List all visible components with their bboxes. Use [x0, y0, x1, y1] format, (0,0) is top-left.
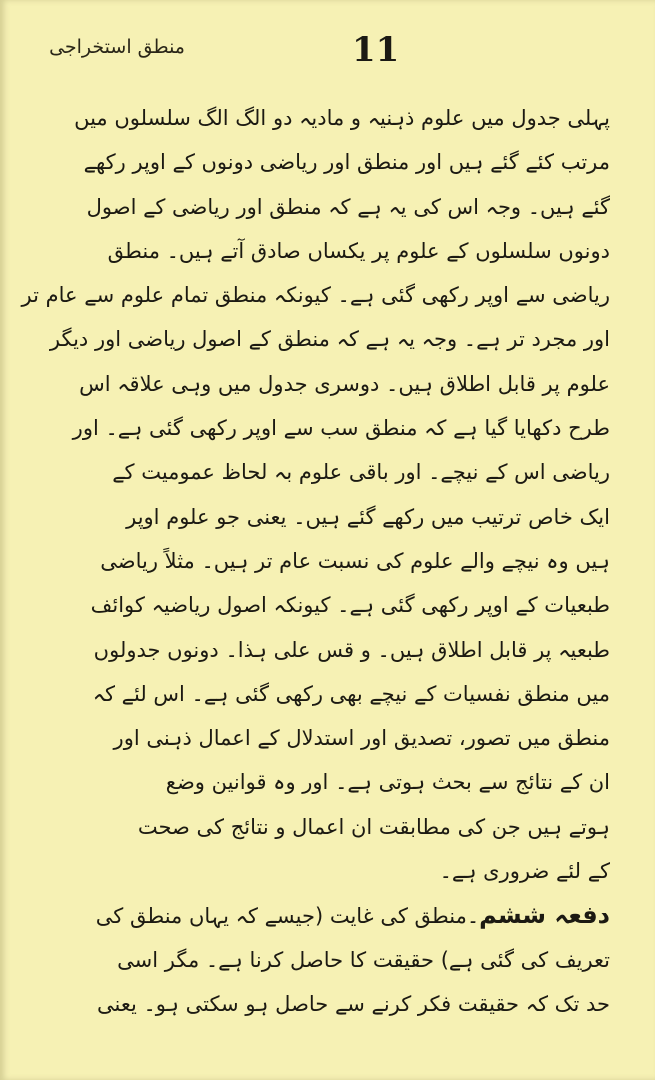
section-first-line — [95, 893, 610, 937]
text-line: ہوتے ہیں جن کی مطابقت ان اعمال و نتائج کی صحت — [137, 814, 610, 839]
text-line: طبعیات کے اوپر رکھی گئی ہے۔ کیونکہ اصول ریاضیہ کوائف — [90, 593, 610, 618]
text-line: میں منطق نفسیات کے نیچے بھی رکھی گئی ہے۔ اس لئے کہ — [92, 681, 610, 706]
text-line: کے لئے ضروری ہے۔ — [439, 859, 610, 884]
text-line: طبعیہ پر قابل اطلاق ہیں۔ و قس علی ہذا۔ دونوں جدولوں — [93, 637, 610, 662]
text-line: ریاضی سے اوپر رکھی گئی ہے۔ کیونکہ منطق تمام علوم سے عام تر — [21, 283, 610, 308]
section-title: دفعہ ششم — [479, 901, 610, 930]
text-line: دونوں سلسلوں کے علوم پر یکساں صادق آتے ہیں۔ منطق — [107, 238, 610, 263]
text-line: تعریف کی گئی ہے) حقیقت کا حاصل کرنا ہے۔ مگر اسی — [117, 947, 610, 972]
page-header — [0, 30, 655, 80]
text-line: منطق میں تصور، تصدیق اور استدلال کے اعمال ذہنی اور — [113, 726, 610, 751]
text-line: حد تک کہ حقیقت فکر کرنے سے حاصل ہو سکتی ہو۔ یعنی — [97, 991, 610, 1016]
text-line: ریاضی اس کے نیچے۔ اور باقی علوم بہ لحاظ عمومیت کے — [112, 460, 610, 485]
section-first-line-text: ۔منطق کی غایت (جیسے کہ یہاں منطق کی — [95, 904, 480, 929]
running-title: منطق استخراجی — [49, 36, 185, 58]
text-line: اور مجرد تر ہے۔ وجہ یہ ہے کہ منطق کے اصول ریاضی اور دیگر — [49, 327, 610, 352]
text-line: گئے ہیں۔ وجہ اس کی یہ ہے کہ منطق اور ریاضی کے اصول — [86, 194, 610, 219]
text-line: طرح دکھایا گیا ہے کہ منطق سب سے اوپر رکھی گئی ہے۔ اور — [72, 416, 610, 441]
page-body — [21, 96, 610, 1026]
text-line: ان کے نتائج سے بحث ہوتی ہے۔ اور وہ قوانین وضع — [165, 770, 610, 795]
page-number: 11 — [352, 30, 400, 70]
text-line: مرتب کئے گئے ہیں اور منطق اور ریاضی دونوں کے اوپر رکھے — [83, 150, 610, 175]
text-line: ہیں وہ نیچے والے علوم کی نسبت عام تر ہیں۔ مثلاً ریاضی — [100, 548, 610, 573]
text-line: ایک خاص ترتیب میں رکھے گئے ہیں۔ یعنی جو علوم اوپر — [126, 504, 610, 529]
text-line: علوم پر قابل اطلاق ہیں۔ دوسری جدول میں وہی علاقہ اس — [79, 371, 610, 396]
text-line: پہلی جدول میں علوم ذہنیہ و مادیہ دو الگ الگ سلسلوں میں — [74, 106, 610, 130]
